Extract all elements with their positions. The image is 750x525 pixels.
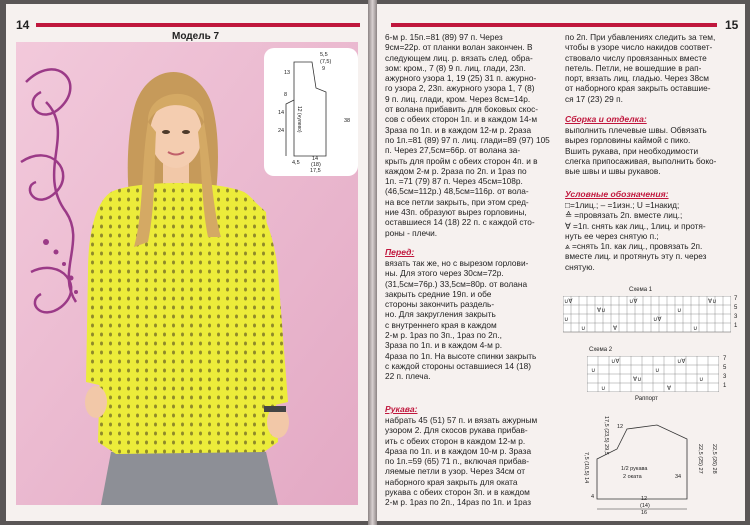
page-number-left: 14 bbox=[16, 18, 30, 32]
back-instructions-text: 6-м р. 15п.=81 (89) 97 п. Через 9см=22р. от планки волан закончен. В следующем лиц. р. вязать след. обра- зом: кром., 7 (8) 9 п. лиц. глади, 23п. ажурного узора 1, 19 (25) 31 п. ажурно- го узора 2, 23п. ажурного узора 1, 7 (8) 9 п. лиц. глади, кром. Через 8см=14р. от волана прибавить для боковых скос- сов с обеих сторон 1п. и в каждом 14-м 3раза по 1п. и в каждом 12-м р. 2раза по 1п.=81 (89) 97 п. лиц. глади=89 (97) 105 п. Через 27,5см=66р. от волана за- крыть для пройм с обеих сторон 4п. и в каждом 2-м р. 2раза по 2п. и 1раз по 1п. =71 (79) 87 п. Через 45см=108р. (46,5см=112р.) 48,5см=116р. от вола- на все петли закрыть, при этом сред- ние 43п. образуют вырез горловины, оставшиеся 14 (18) 22 п. с каждой сто- роны - плечи. bbox=[385, 32, 550, 238]
sleeves-heading: Рукава: bbox=[385, 404, 418, 414]
svg-text:∪: ∪ bbox=[601, 385, 606, 392]
svg-text:∀: ∀ bbox=[613, 325, 618, 332]
model-title: Модель 7 bbox=[172, 31, 220, 42]
size-diagram: 5,5 (7,5) 9 13 8 12 (нулево) 38 14 24 4,5 14 (18) 17,5 bbox=[264, 48, 358, 176]
svg-text:∪∀: ∪∀ bbox=[653, 316, 662, 323]
svg-text:∪∀: ∪∀ bbox=[629, 298, 638, 305]
svg-text:∪∀: ∪∀ bbox=[564, 298, 573, 305]
page-number-right: 15 bbox=[725, 18, 739, 32]
svg-text:∀: ∀ bbox=[667, 385, 672, 392]
svg-text:∪: ∪ bbox=[677, 307, 682, 314]
svg-text:∪∀: ∪∀ bbox=[677, 358, 686, 365]
schema-1-grid bbox=[563, 296, 731, 334]
svg-text:∪∀: ∪∀ bbox=[611, 358, 620, 365]
svg-text:∪: ∪ bbox=[699, 376, 704, 383]
assembly-heading: Сборка и отделка: bbox=[565, 114, 647, 124]
decrease-notes-text: по 2п. При убавлениях следить за тем, чтобы в узоре число накидов соответ- ствовало числу провязанных вместе петель. Петли, не вошедшие в рап- порт, вязать лиц. гладью. Через 38см от наборного края закрыть оставшие- ся 17 (23) 29 п. bbox=[565, 32, 716, 104]
svg-text:∀∪: ∀∪ bbox=[597, 307, 606, 314]
front-instructions-text: вязать так же, но с вырезом горлови- ны. Для этого через 30см=72р. (31,5см=76р.) 33,5см=80р. от волана закрыть средние 19п. и обе стороны закончить раздель- но. Для закругления закрыть с внутреннего края в каждом 2-м р. 1раз по 3п., 1раз по 2п., 3раза по 1п. и в каждом 4-м р. 4раза по 1п. На высоте спинки закрыть с каждой стороны оставшиеся 14 (18) 22 п. плеча. bbox=[385, 258, 537, 382]
svg-text:∪: ∪ bbox=[655, 367, 660, 374]
svg-text:∪: ∪ bbox=[581, 325, 586, 332]
front-heading: Перед: bbox=[385, 247, 415, 257]
schema-2-label: Схема 2 bbox=[589, 347, 613, 353]
svg-text:∪: ∪ bbox=[591, 367, 596, 374]
right-page: 15 6-м р. 15п.=81 (89) 97 п. Через 9см=22р. от планки волан закончен. В следующем лиц. р. вязать след. обра- зом: кром., 7 (8) 9 п. лиц. глади, 23п. ажурного узора 1, 19 (25) 31 п. ажурно- го узора 2, 23п. ажурного узора 1, 7 (8) 9 п. лиц. глади, кром. Через 8см=14р. от волана прибавить для боковых скос- сов с обеих сторон 1п. и в каждом 14-м 3раза по 1п. и в каждом 12-м р. 2раза по 1п.=81 (89) 97 п. лиц. глади=89 (97) 105 п. Через 27,5см=66р. от волана за- крыть для пройм с обеих сторон 4п. и в каждом 2-м р. 2раза по 2п. и 1раз по 1п. =71 (79) 87 п. Через 45см=108р. (46,5см=112р.) 48,5см=116р. от вола- на все петли закрыть, при этом сред- ние 43п. образуют вырез горловины, оставшиеся 14 (18) 22 п. с каждой сто- роны - плечи. Перед: вязать так же, но с вырезом горлови- ны. Для этого через 30см=72р. (31,5см=76р.) 33,5см=80р. от волана закрыть средние 19п. и обе стороны закончить раздель- но. Для закругления закрыть с внутреннего края в каждом 2-м р. 1раз по 3п., 1раз по 2п., 3раза по 1п. и в каждом 4-м р. 4раза по 1п. На высоте спинки закрыть с каждой стороны оставшиеся 14 (18) 22 п. плеча. Рукава: набрать 45 (51) 57 п. и вязать ажурным узором 2. Для скосов рукава прибав- ить с обеих сторон в каждом 12-м р. 4раза по 1п. и в каждом 10-м р. 3раза по 1п.=59 (65) 71 п., включая прибав- ляемые петли в узор. Через 34см от наборного края закрыть для оката рукава с обеих сторон 3п. и в каждом 2-м р. 1раз по 2п., 14раз по 1п. и 1раз по 2п. При убавлениях следить за тем, чтобы в узоре число накидов соответ- ствовало числу провязанных вместе петель. Петли, не вошедшие в рап- порт, вязать лиц. гладью. Через 38см от наборного края закрыть оставшие- ся 17 (23) 29 п. Сборка и отделка: выполнить плечевые швы. Обвязать вырез горловины каймой с пико. Вшить рукава, при необходимости слегка припосаживая, выполнить боко- вые швы и швы рукавов. Условные обозначения: □=1лиц.; – =1изн.; U =1накид; ≙ =провязать 2п. вместе лиц.; ∀ =1п. снять как лиц., 1лиц. и протя- нуть ее через снятую п.; ⩓ =снять 1п. как лиц., провязать 2п. вместе лиц. и протянуть эту п. через снятую. Схема 1 ∪∀ ∪∀ ∪ ∀∪ ∪ ∀∪ ∪∀ ∪ ∀ ∪ 7 5 3 1 Схема 2 ∪∀ ∪∀ ∪ ∪ ∀∪ ∪ ∪ ∀ 7 5 3 1 Раппорт 17,5 (23,5) 29,5 12 7,5 (10,5) 14 1/2 рукава 2 оката 22,5 (25) 27 22,5 (26) 28 34 4 12 (14) 16 bbox=[377, 4, 745, 521]
sleeves-instructions-text: набрать 45 (51) 57 п. и вязать ажурным узором 2. Для скосов рукава прибав- ить с обеих сторон в каждом 12-м р. 4раза по 1п. и в каждом 10-м р. 3раза по 1п.=59 (65) 71 п., включая прибав- ляемые петли в узор. Через 34см от наборного края закрыть для оката рукава с обеих сторон 3п. и в каждом 2-м р. 1раз по 2п., 14раз по 1п. и 1раз bbox=[385, 415, 538, 508]
schema-2-grid bbox=[587, 356, 719, 392]
svg-text:∀∪: ∀∪ bbox=[633, 376, 642, 383]
top-accent-bar bbox=[36, 23, 360, 27]
symbols-legend-text: □=1лиц.; – =1изн.; U =1накид; ≙ =провязать 2п. вместе лиц.; ∀ =1п. снять как лиц., 1лиц. и протя- нуть ее через снятую п.; ⩓ =снять 1п. как лиц., провязать 2п. вместе лиц. и протянуть эту п. через снятую. bbox=[565, 200, 707, 272]
rapport-label: Раппорт bbox=[635, 396, 658, 402]
schema-1-label: Схема 1 bbox=[629, 287, 653, 293]
svg-text:∪: ∪ bbox=[693, 325, 698, 332]
symbols-heading: Условные обозначения: bbox=[565, 189, 669, 199]
top-accent-bar-right bbox=[391, 23, 717, 27]
left-page bbox=[6, 4, 368, 521]
svg-text:∪: ∪ bbox=[564, 316, 569, 323]
assembly-instructions-text: выполнить плечевые швы. Обвязать вырез горловины каймой с пико. Вшить рукава, при необходимости слегка припосаживая, выполнить боко- вые швы и швы рукавов. bbox=[565, 125, 717, 177]
book-spine bbox=[368, 0, 377, 525]
svg-text:∀∪: ∀∪ bbox=[708, 298, 717, 305]
